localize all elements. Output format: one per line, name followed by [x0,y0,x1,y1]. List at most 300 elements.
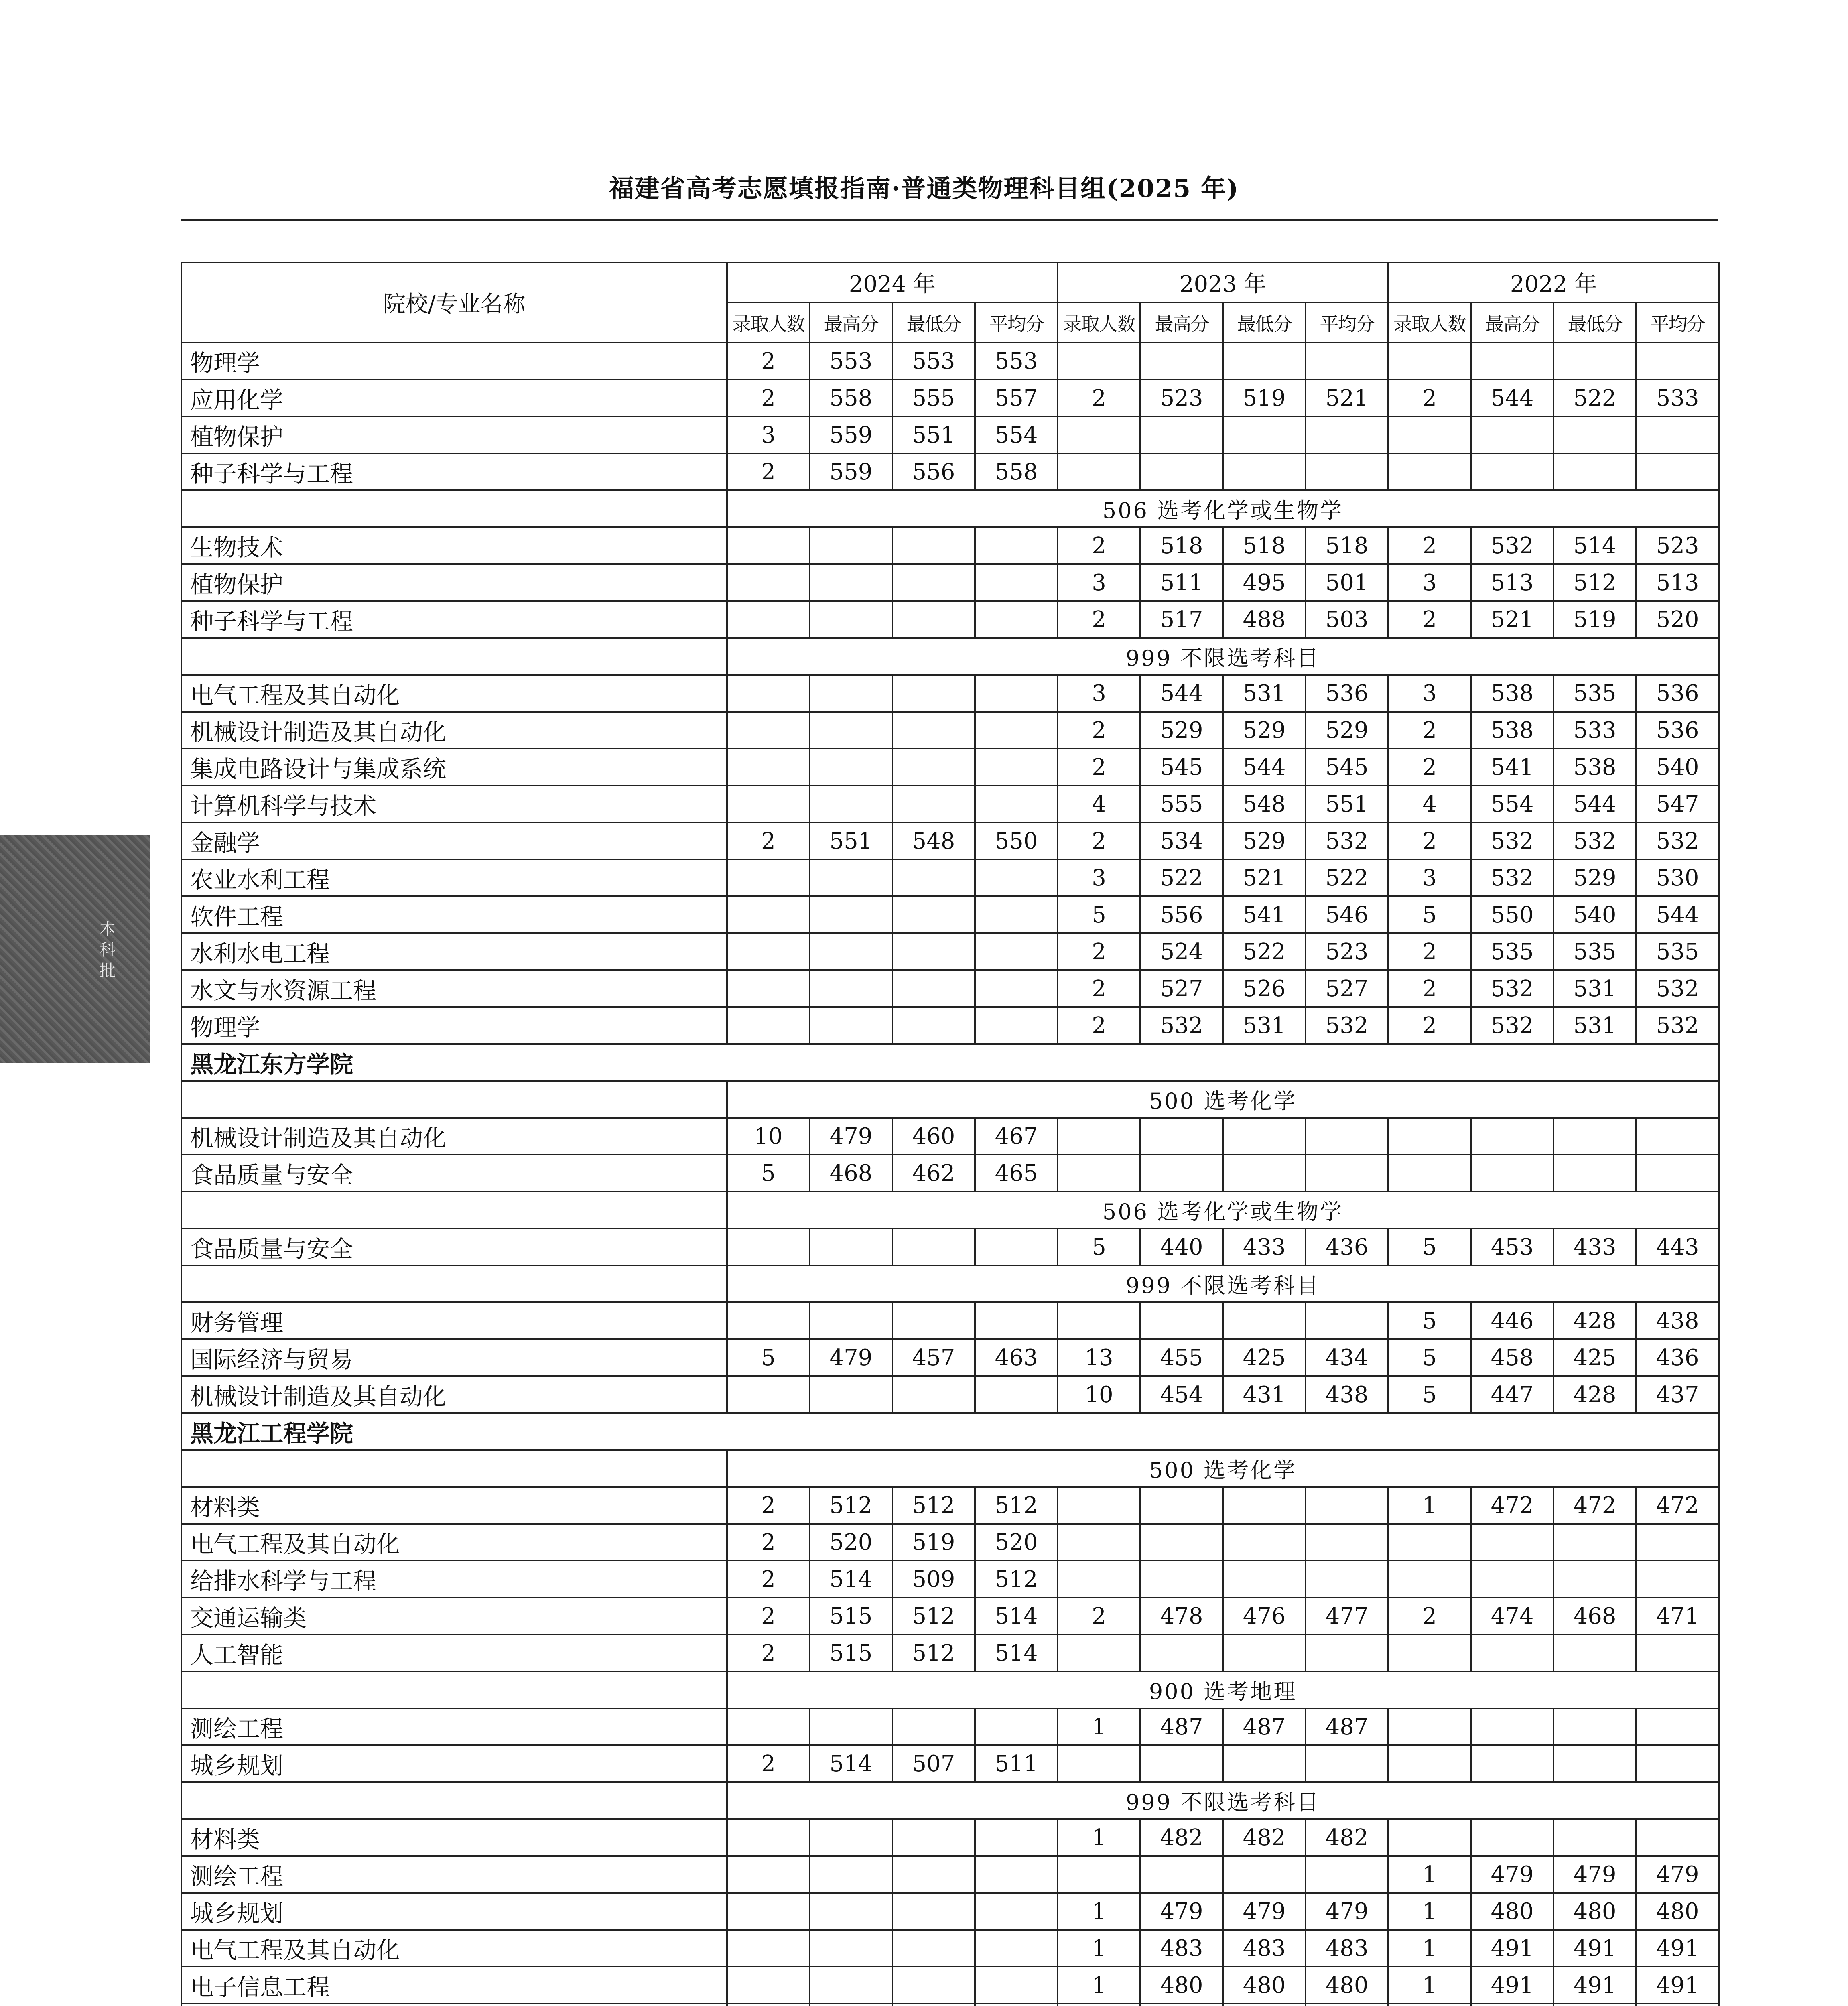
score-cell: 512 [892,1598,975,1634]
score-cell [810,2004,892,2006]
score-cell [892,1856,975,1893]
score-cell: 541 [1223,896,1306,933]
score-cell: 431 [1223,1376,1306,1413]
major-name: 金融学 [181,822,727,859]
score-cell [975,859,1058,896]
score-cell [1471,1155,1554,1192]
table-row [181,712,1719,749]
score-cell: 551 [892,416,975,453]
score-cell: 551 [810,822,892,859]
score-cell [727,1893,810,1930]
score-cell: 453 [1471,1228,1554,1265]
score-cell [975,749,1058,786]
score-cell [1471,453,1554,490]
table-row [181,1967,1719,2004]
score-cell: 511 [1140,564,1223,601]
score-cell [810,1856,892,1893]
major-name: 种子科学与工程 [181,601,727,638]
score-cell [892,527,975,564]
score-cell: 2 [1388,822,1471,859]
score-cell [1471,416,1554,453]
score-cell [1223,1856,1306,1893]
score-cell: 532 [1471,970,1554,1007]
score-cell [1140,1118,1223,1155]
score-cell: 2 [1058,527,1140,564]
score-cell: 483 [1306,1930,1388,1967]
table-row [181,1302,1719,1339]
score-cell: 5 [1058,1228,1140,1265]
score-cell: 527 [1306,970,1388,1007]
score-cell: 480 [1554,1893,1636,1930]
score-cell [727,712,810,749]
table-row [181,1155,1719,1192]
score-cell: 468 [810,1155,892,1192]
score-cell: 532 [1636,970,1719,1007]
score-cell: 482 [1140,1819,1223,1856]
score-cell: 530 [1636,859,1719,896]
score-cell [892,859,975,896]
score-cell: 541 [1471,749,1554,786]
score-cell: 514 [810,1745,892,1782]
score-cell [1140,1745,1223,1782]
subject-requirement-row [181,638,1719,675]
subject-requirement-row [181,1782,1719,1819]
score-cell [1388,1819,1471,1856]
score-cell [810,1708,892,1745]
table-row [181,380,1719,416]
score-cell [892,896,975,933]
score-cell [810,896,892,933]
subject-requirement: 500 选考化学 [727,1081,1719,1118]
score-cell [892,1376,975,1413]
score-cell: 521 [1223,859,1306,896]
major-name: 交通运输类 [181,1598,727,1634]
score-cell: 544 [1554,786,1636,822]
score-cell: 559 [810,416,892,453]
score-cell: 545 [1306,749,1388,786]
table-row [181,1708,1719,1745]
table-row [181,564,1719,601]
score-cell: 457 [892,1339,975,1376]
blank-cell [181,1192,727,1228]
major-name: 物理学 [181,1007,727,1044]
score-cell: 2 [727,822,810,859]
score-cell: 3 [1388,859,1471,896]
score-cell: 553 [810,343,892,380]
score-cell [1306,1487,1388,1524]
score-cell [975,1228,1058,1265]
score-cell: 3 [1388,675,1471,712]
subject-requirement-row [181,1192,1719,1228]
major-name: 机械设计制造及其自动化 [181,1376,727,1413]
score-cell [1306,416,1388,453]
score-cell: 538 [1471,675,1554,712]
major-name: 机械设计制造及其自动化 [181,1118,727,1155]
score-cell: 554 [1471,786,1554,822]
score-cell: 2 [727,1487,810,1524]
score-cell [1223,343,1306,380]
header-rule [181,219,1718,221]
score-cell [1388,416,1471,453]
score-cell [1306,1561,1388,1598]
metric-column-header: 平均分 [1306,303,1388,343]
score-cell [975,601,1058,638]
school-row [181,1413,1719,1450]
major-name: 测绘工程 [181,1708,727,1745]
score-cell: 518 [1306,527,1388,564]
score-cell: 512 [892,1634,975,1671]
score-cell: 10 [1058,1376,1140,1413]
score-cell: 1 [1058,1819,1140,1856]
score-cell: 557 [975,380,1058,416]
score-cell [727,2004,810,2006]
score-cell: 1 [1058,1967,1140,2004]
score-cell [1388,1561,1471,1598]
table-row [181,1893,1719,1930]
score-cell: 559 [810,453,892,490]
score-cell: 479 [1636,1856,1719,1893]
score-cell [1554,1708,1636,1745]
score-cell: 5 [1388,1339,1471,1376]
subject-requirement: 506 选考化学或生物学 [727,490,1719,527]
major-name: 植物保护 [181,416,727,453]
score-cell [1554,453,1636,490]
score-cell: 2 [1058,380,1140,416]
metric-column-header: 录取人数 [1058,303,1140,343]
score-cell: 529 [1140,712,1223,749]
score-cell [892,970,975,1007]
score-cell [1554,416,1636,453]
score-cell [1554,1155,1636,1192]
major-name: 电气工程及其自动化 [181,1930,727,1967]
blank-cell [181,1265,727,1302]
score-cell [1140,453,1223,490]
score-cell [975,675,1058,712]
score-cell: 527 [1140,970,1223,1007]
score-cell: 483 [1223,1930,1306,1967]
score-cell: 474 [1471,1598,1554,1634]
table-row [181,1819,1719,1856]
score-cell: 550 [1471,896,1554,933]
score-cell [1223,2004,1306,2006]
score-cell: 460 [892,1118,975,1155]
subject-requirement: 999 不限选考科目 [727,1782,1719,1819]
table-row [181,1634,1719,1671]
table-row [181,1487,1719,1524]
score-cell: 3 [727,416,810,453]
major-name: 生物技术 [181,527,727,564]
score-cell [810,1007,892,1044]
score-cell [1636,1118,1719,1155]
score-cell [892,1302,975,1339]
admission-score-table [181,262,1720,2006]
score-cell: 2 [1058,712,1140,749]
score-cell: 544 [1636,896,1719,933]
score-cell: 535 [1636,933,1719,970]
score-cell [727,896,810,933]
score-cell: 517 [1140,601,1223,638]
blank-cell [181,490,727,527]
score-cell [975,1967,1058,2004]
score-cell [727,1376,810,1413]
score-cell: 1 [1388,1893,1471,1930]
blank-cell [181,1671,727,1708]
page-header-title: 福建省高考志愿填报指南·普通类物理科目组(2025 年) [609,174,1239,203]
score-cell: 513 [1636,564,1719,601]
school-row [181,1044,1719,1081]
subject-requirement: 900 选考地理 [727,1671,1719,1708]
score-cell [1471,2004,1554,2006]
score-cell: 10 [727,1118,810,1155]
table-row [181,1856,1719,1893]
score-cell [810,1302,892,1339]
blank-cell [181,1081,727,1118]
score-cell: 538 [1471,712,1554,749]
score-cell: 2 [1388,1007,1471,1044]
score-cell: 511 [975,1745,1058,1782]
score-cell [892,712,975,749]
score-cell [892,564,975,601]
score-cell: 482 [1306,1819,1388,1856]
score-cell [892,1930,975,1967]
major-name: 城乡规划 [181,1893,727,1930]
score-cell: 532 [1471,527,1554,564]
score-cell: 436 [1636,1339,1719,1376]
score-cell: 522 [1223,933,1306,970]
score-cell: 458 [1471,1339,1554,1376]
score-cell: 540 [1636,749,1719,786]
score-cell [892,786,975,822]
score-cell [810,601,892,638]
score-cell: 1 [1058,1708,1140,1745]
score-cell: 2 [1388,527,1471,564]
score-cell: 529 [1554,859,1636,896]
score-cell: 529 [1223,712,1306,749]
table-row [181,822,1719,859]
score-cell [1140,416,1223,453]
score-cell [1636,1155,1719,1192]
score-cell: 515 [810,1634,892,1671]
score-cell: 5 [1388,1228,1471,1265]
score-cell [1388,1708,1471,1745]
major-name: 人工智能 [181,1634,727,1671]
score-cell [1388,2004,1471,2006]
score-cell: 455 [1140,1339,1223,1376]
major-name: 集成电路设计与集成系统 [181,749,727,786]
score-cell [892,2004,975,2006]
score-cell: 479 [1554,1856,1636,1893]
score-cell [1388,1634,1471,1671]
score-cell: 520 [975,1524,1058,1561]
score-cell [1636,343,1719,380]
score-cell: 495 [1223,564,1306,601]
score-cell [810,1893,892,1930]
score-cell [1636,1819,1719,1856]
score-cell [975,933,1058,970]
score-cell: 2 [1388,380,1471,416]
score-cell: 547 [1636,786,1719,822]
table-row [181,527,1719,564]
score-cell: 518 [1140,527,1223,564]
school-name: 黑龙江东方学院 [181,1044,1719,1081]
score-cell: 5 [727,1339,810,1376]
score-cell: 476 [1223,1598,1306,1634]
score-cell: 556 [892,453,975,490]
major-name: 材料类 [181,1487,727,1524]
score-cell: 471 [1636,1598,1719,1634]
score-cell: 437 [1636,1376,1719,1413]
score-cell [975,712,1058,749]
score-cell: 532 [1306,1007,1388,1044]
score-cell [1636,1708,1719,1745]
score-cell: 5 [1388,896,1471,933]
table-header-year-row [181,262,1719,303]
score-cell [810,1376,892,1413]
score-cell [727,859,810,896]
score-cell: 532 [1140,1007,1223,1044]
major-name: 水利水电工程 [181,933,727,970]
score-cell: 538 [1554,749,1636,786]
score-cell: 482 [1223,1819,1306,1856]
score-cell [1388,1524,1471,1561]
major-name: 给排水科学与工程 [181,1561,727,1598]
score-cell: 472 [1471,1487,1554,1524]
score-cell [810,1967,892,2004]
score-cell [1223,1561,1306,1598]
score-cell [810,1819,892,1856]
score-cell [810,749,892,786]
score-cell: 1 [1388,1930,1471,1967]
score-cell [1058,1487,1140,1524]
score-cell [727,1930,810,1967]
score-cell: 523 [1636,527,1719,564]
score-cell [1388,453,1471,490]
score-cell: 531 [1223,675,1306,712]
score-cell: 2 [1058,970,1140,1007]
metric-column-header: 最高分 [1471,303,1554,343]
score-cell: 488 [1223,601,1306,638]
score-cell: 480 [1471,1893,1554,1930]
score-cell [1554,1634,1636,1671]
score-cell [1223,1745,1306,1782]
score-cell: 554 [975,416,1058,453]
score-cell: 532 [1471,859,1554,896]
score-cell [1058,1634,1140,1671]
score-cell: 3 [1058,564,1140,601]
score-cell [1058,1745,1140,1782]
major-name [181,2004,727,2006]
score-cell [975,1302,1058,1339]
score-cell: 440 [1140,1228,1223,1265]
score-cell [810,933,892,970]
major-name: 测绘工程 [181,1856,727,1893]
score-cell [1058,1155,1140,1192]
score-cell: 522 [1306,859,1388,896]
score-cell: 520 [810,1524,892,1561]
score-cell: 480 [1306,1967,1388,2004]
score-cell [975,1856,1058,1893]
score-cell [1388,1745,1471,1782]
score-cell [892,1819,975,1856]
score-cell: 2 [727,1745,810,1782]
score-cell: 553 [892,343,975,380]
score-cell: 536 [1636,675,1719,712]
score-cell: 514 [1554,527,1636,564]
score-cell: 2 [1058,1007,1140,1044]
blank-cell [181,1782,727,1819]
score-cell [1554,2004,1636,2006]
score-cell [1636,1561,1719,1598]
table-row [181,1524,1719,1561]
score-cell: 514 [975,1598,1058,1634]
score-cell: 491 [1554,1930,1636,1967]
score-cell: 1 [1058,1893,1140,1930]
school-name: 黑龙江工程学院 [181,1413,1719,1450]
table-row [181,1007,1719,1044]
score-cell: 532 [1306,822,1388,859]
score-cell: 534 [1140,822,1223,859]
metric-column-header: 最低分 [892,303,975,343]
score-cell [727,1007,810,1044]
score-cell: 5 [1388,1302,1471,1339]
score-cell: 447 [1471,1376,1554,1413]
score-cell [1471,1524,1554,1561]
score-cell: 2 [1058,933,1140,970]
score-cell: 531 [1554,970,1636,1007]
score-cell: 443 [1636,1228,1719,1265]
score-cell: 3 [1058,859,1140,896]
subject-requirement-row [181,490,1719,527]
score-cell [975,1930,1058,1967]
score-cell [1058,1856,1140,1893]
major-name: 电气工程及其自动化 [181,675,727,712]
score-cell: 438 [1636,1302,1719,1339]
subject-requirement: 999 不限选考科目 [727,1265,1719,1302]
score-cell [727,786,810,822]
score-cell: 523 [1306,933,1388,970]
score-cell [1554,1745,1636,1782]
major-name: 应用化学 [181,380,727,416]
score-cell: 553 [975,343,1058,380]
major-name: 物理学 [181,343,727,380]
score-cell [1306,1634,1388,1671]
score-cell: 512 [892,1487,975,1524]
table-row [181,896,1719,933]
score-cell [1471,1819,1554,1856]
score-cell: 512 [810,1487,892,1524]
score-cell: 5 [1388,1376,1471,1413]
major-name: 计算机科学与技术 [181,786,727,822]
score-cell [810,712,892,749]
score-cell: 540 [1554,896,1636,933]
score-cell [1471,1118,1554,1155]
year-header-2022: 2022 年 [1388,262,1719,303]
score-cell [1471,1708,1554,1745]
score-cell [975,527,1058,564]
table-row [181,1745,1719,1782]
score-cell [892,749,975,786]
major-name: 城乡规划 [181,1745,727,1782]
score-cell [1471,343,1554,380]
table-row [181,749,1719,786]
score-cell [1636,453,1719,490]
score-cell: 5 [1058,896,1140,933]
score-cell: 519 [1223,380,1306,416]
score-cell [727,970,810,1007]
score-cell: 536 [1306,675,1388,712]
score-cell: 477 [1306,1598,1388,1634]
score-cell: 2 [1388,933,1471,970]
